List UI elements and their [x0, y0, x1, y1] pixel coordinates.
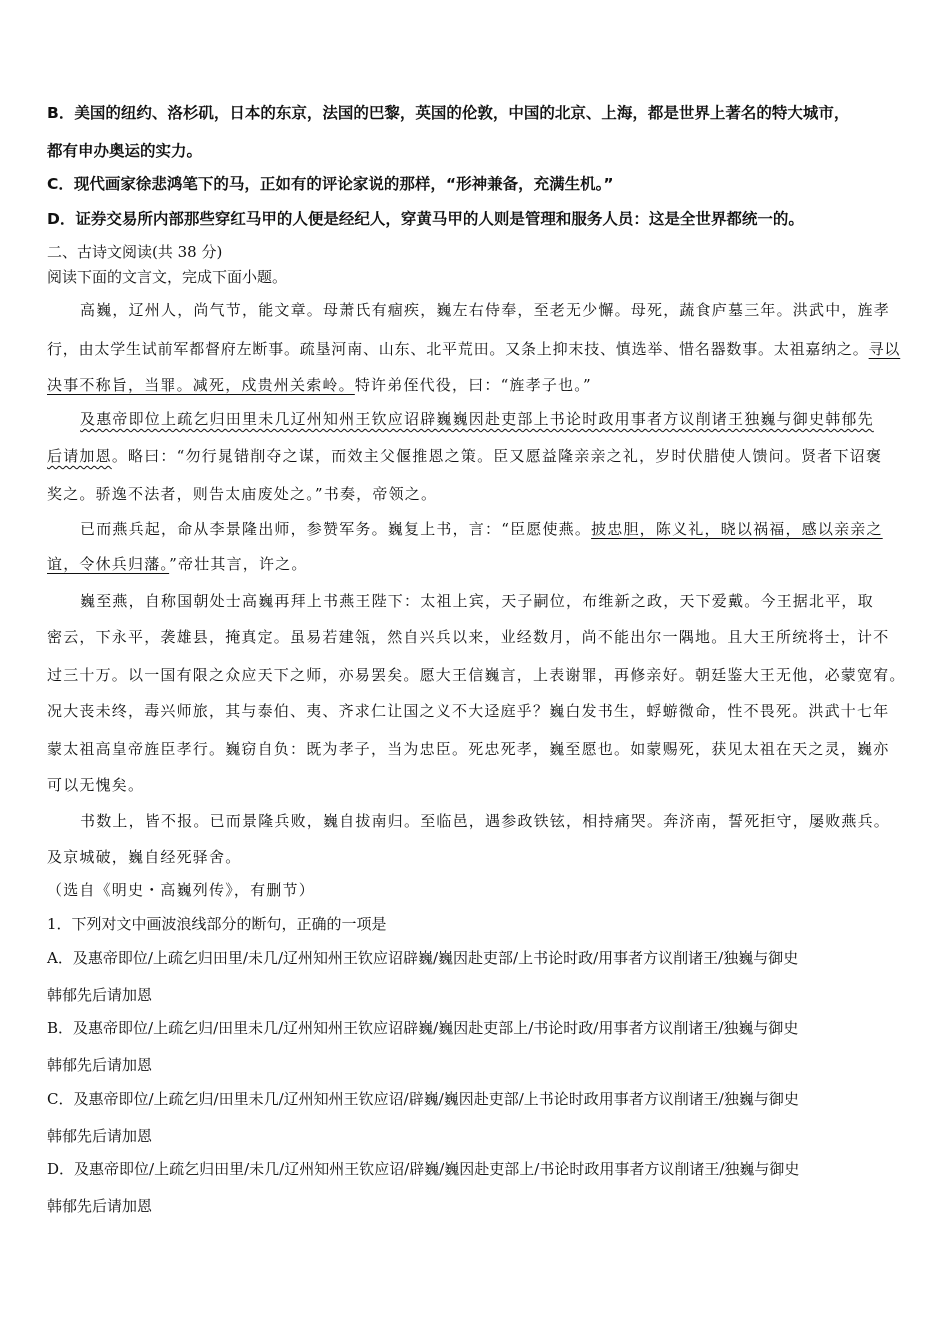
- option-b-line2: 都有申办奥运的实力。: [47, 142, 203, 160]
- option-b-line1: B．美国的纽约、洛杉矶，日本的东京，法国的巴黎，英国的伦敦，中国的北京、上海，都是世界上著名的特大城市，: [47, 104, 850, 122]
- option-c: C．现代画家徐悲鸿笔下的马，正如有的评论家说的那样，“形神兼备，充满生机。”: [47, 175, 614, 193]
- question-option-b-line2: 韩郁先后请加恩: [47, 1056, 153, 1074]
- passage-p5-line2: 及京城破，巍自经死驿舍。: [47, 848, 242, 866]
- passage-p4-line2: 密云，下永平，袭雄县，掩真定。虽易若建瓴，然自兴兵以来，业经数月，尚不能出尔一隅地。且大王所统将士，计不: [47, 628, 890, 646]
- passage-p3-line2: [47, 553, 308, 574]
- passage-p3-line2-text: ”帝壮其言，许之。: [169, 555, 308, 573]
- wavy-underlined-part2: 后请加恩: [47, 447, 112, 465]
- passage-p3-line1: [80, 518, 883, 539]
- question-option-d-line2: 韩郁先后请加恩: [47, 1197, 153, 1215]
- underlined-sentence-part2: 决事不称旨，当罪。减死，戍贵州关索岭。: [47, 376, 355, 394]
- passage-p1-line3-text: 特许弟侄代役，曰：“旌孝子也。”: [354, 376, 592, 394]
- passage-p5-line1: 书数上，皆不报。已而景隆兵败，巍自拔南归。至临邑，遇参政铁铉，相持痛哭。奔济南，誓死拒守，屡败燕兵。: [80, 812, 891, 830]
- question-stem: 1．下列对文中画波浪线部分的断句，正确的一项是: [47, 915, 387, 933]
- question-option-a-line1: A．及惠帝即位/上疏乞归田里/未几/辽州知州王钦应诏辟巍/巍因赴吏部/上书论时政/用事者方议削诸王/独巍与御史: [47, 949, 799, 967]
- question-option-c-line2: 韩郁先后请加恩: [47, 1127, 153, 1145]
- passage-p4-line4: 况大丧未终，毒兴师旅，其与泰伯、夷、齐求仁让国之义不大迳庭乎？巍白发书生，蜉蝣微命，性不畏死。洪武十七年: [47, 702, 890, 720]
- section-instruction: 阅读下面的文言文，完成下面小题。: [47, 268, 288, 286]
- passage-p1-line1: 高巍，辽州人，尚气节，能文章。母萧氏有痼疾，巍左右侍奉，至老无少懈。母死，蔬食庐墓三年。洪武中，旌孝: [80, 301, 891, 319]
- question-option-b-line1: B．及惠帝即位/上疏乞归/田里未几/辽州知州王钦应诏辟巍/巍因赴吏部上/书论时政/用事者方议削诸王/独巍与御史: [47, 1019, 799, 1037]
- passage-p1-line3: [47, 374, 592, 395]
- wavy-underlined-part1: 及惠帝即位上疏乞归田里未几辽州知州王钦应诏辟巍巍因赴吏部上书论时政用事者方议削诸王独巍与御史韩郁先: [80, 410, 874, 428]
- question-option-d-line1: D．及惠帝即位/上疏乞归田里/未几/辽州知州王钦应诏/辟巍/巍因赴吏部上/书论时政用事者方议削诸王/独巍与御史: [47, 1160, 800, 1178]
- passage-source: （选自《明史・高巍列传》，有删节）: [47, 881, 315, 899]
- passage-p4-line6: 可以无愧矣。: [47, 776, 145, 794]
- section-heading: 二、古诗文阅读(共 38 分): [47, 243, 223, 261]
- passage-p4-line1: 巍至燕，自称国朝处士高巍再拜上书燕王陛下：太祖上宾，天子嗣位，布维新之政，天下爱戴。今王据北平，取: [80, 592, 874, 610]
- passage-p1-line2: [47, 338, 900, 359]
- question-option-c-line1: C．及惠帝即位/上疏乞归/田里未几/辽州知州王钦应诏/辟巍/巍因赴吏部/上书论时政用事者方议削诸王/独巍与御史: [47, 1090, 799, 1108]
- passage-p4-line3: 过三十万。以一国有限之众应天下之师，亦易罢矣。愿大王信巍言，上表谢罪，再修亲好。朝廷鉴大王无他，必蒙宽宥。: [47, 666, 906, 684]
- passage-p1-line2-text: 行，由太学生试前军都督府左断事。疏垦河南、山东、北平荒田。又条上抑末技、慎选举、惜名器数事。太祖嘉纳之。: [47, 340, 869, 358]
- underlined-sentence-part1: 寻以: [868, 340, 901, 358]
- underlined-sentence2-part1: 披忠胆，陈义礼，晓以祸福，感以亲亲之: [591, 520, 883, 538]
- passage-p2-line3: 奖之。骄逸不法者，则告太庙废处之。”书奏，帝领之。: [47, 485, 438, 503]
- underlined-sentence2-part2: 谊，令休兵归藩。: [47, 555, 170, 573]
- passage-p2-line1: [80, 408, 874, 429]
- passage-p3-line1-text: 已而燕兵起，命从李景隆出师，参赞军务。巍复上书，言：“臣愿使燕。: [80, 520, 592, 538]
- passage-p2-line2: [47, 445, 882, 466]
- option-d: D．证券交易所内部那些穿红马甲的人便是经纪人，穿黄马甲的人则是管理和服务人员：这是全世界都统一的。: [47, 210, 804, 228]
- passage-p2-line2-text: 。略曰：“勿行晁错削夺之谋，而效主父偃推恩之策。臣又愿益隆亲亲之礼，岁时伏腊使人馈问。贤者下诏褒: [111, 447, 883, 465]
- passage-p4-line5: 蒙太祖高皇帝旌臣孝行。巍窃自负：既为孝子，当为忠臣。死忠死孝，巍至愿也。如蒙赐死，获见太祖在天之灵，巍亦: [47, 740, 890, 758]
- question-option-a-line2: 韩郁先后请加恩: [47, 986, 153, 1004]
